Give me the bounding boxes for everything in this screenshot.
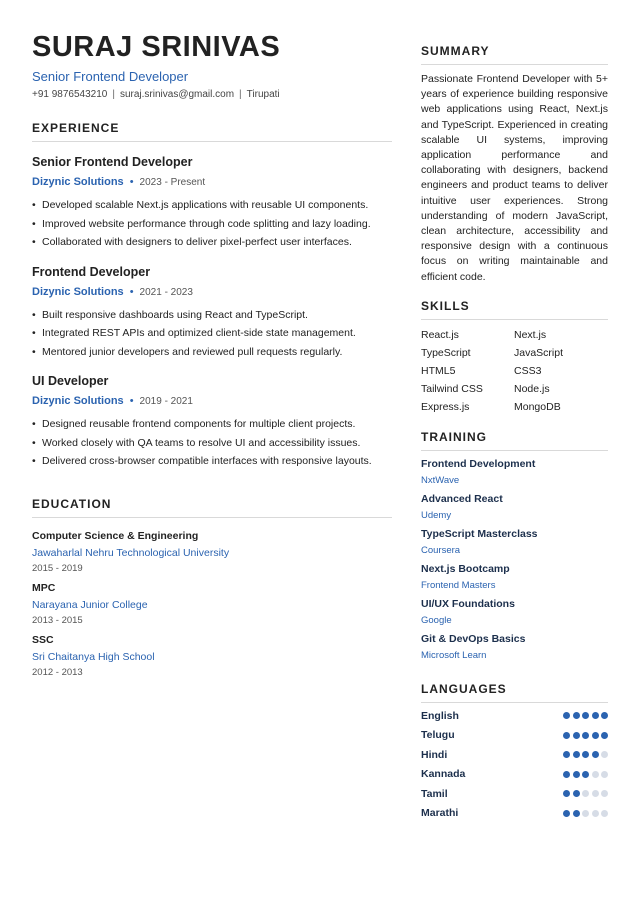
proficiency-dot-empty	[592, 771, 599, 778]
proficiency-dots	[561, 751, 609, 758]
left-column	[32, 30, 392, 679]
training-name: TypeScript Masterclass	[421, 527, 538, 540]
contact-line	[32, 89, 392, 101]
language-row	[421, 803, 608, 823]
proficiency-dot-filled	[563, 732, 570, 739]
job-meta	[32, 175, 392, 190]
proficiency-dot-filled	[592, 732, 599, 739]
right-column	[421, 30, 608, 823]
proficiency-dot-filled	[601, 712, 608, 719]
language-row	[421, 764, 608, 784]
education-heading: EDUCATION	[32, 497, 392, 518]
proficiency-dot-filled	[563, 810, 570, 817]
job-dates: 2019 - 2021	[139, 396, 193, 407]
proficiency-dot-filled	[592, 751, 599, 758]
skills-section	[421, 299, 608, 416]
bullet-item: • Improved website performance through code splitting and lazy loading.	[32, 215, 392, 234]
training-entry	[421, 597, 608, 627]
training-org: Microsoft Learn	[421, 649, 487, 661]
proficiency-dot-empty	[601, 790, 608, 797]
summary-section	[421, 44, 608, 285]
language-name: Kannada	[421, 768, 466, 781]
proficiency-dot-filled	[582, 712, 589, 719]
edu-school: Sri Chaitanya High School	[32, 650, 155, 663]
experience-section	[32, 121, 392, 471]
bullet-item: • Mentored junior developers and reviewed pull requests regularly.	[32, 343, 392, 362]
language-row	[421, 784, 608, 804]
bullet-item: • Developed scalable Next.js applications with reusable UI components.	[32, 196, 392, 215]
language-row	[421, 745, 608, 765]
proficiency-dot-filled	[582, 751, 589, 758]
training-entry	[421, 457, 608, 487]
summary-heading: SUMMARY	[421, 44, 608, 65]
proficiency-dot-filled	[563, 712, 570, 719]
training-name: Frontend Development	[421, 457, 536, 470]
education-entry	[32, 529, 392, 575]
skill-item: React.js	[421, 328, 459, 341]
training-heading: TRAINING	[421, 430, 608, 451]
job-entry	[32, 264, 392, 362]
skill-item: Express.js	[421, 400, 470, 413]
contact-separator: |	[112, 89, 115, 100]
job-company: Dizynic Solutions	[32, 395, 124, 407]
skills-grid	[421, 326, 608, 416]
proficiency-dot-filled	[563, 751, 570, 758]
job-entry	[32, 154, 392, 252]
proficiency-dot-filled	[573, 712, 580, 719]
training-name: Git & DevOps Basics	[421, 632, 526, 645]
job-title: Senior Frontend Developer	[32, 155, 193, 169]
meta-dot: •	[129, 285, 134, 298]
skill-item: TypeScript	[421, 346, 471, 359]
job-dates: 2021 - 2023	[139, 286, 193, 298]
proficiency-dots	[561, 810, 609, 817]
training-entry	[421, 492, 608, 522]
location: Tirupati	[246, 89, 280, 100]
experience-heading: EXPERIENCE	[32, 121, 392, 142]
training-name: UI/UX Foundations	[421, 597, 515, 610]
skill-item: HTML5	[421, 364, 456, 377]
proficiency-dot-filled	[592, 712, 599, 719]
training-entry	[421, 632, 608, 662]
job-dates: 2023 - Present	[139, 177, 206, 188]
training-org: Coursera	[421, 544, 461, 556]
language-name: Hindi	[421, 748, 448, 761]
proficiency-dot-filled	[563, 790, 570, 797]
proficiency-dot-empty	[601, 810, 608, 817]
language-name: Telugu	[421, 729, 455, 742]
skill-item: Tailwind CSS	[421, 382, 483, 395]
proficiency-dot-empty	[582, 810, 589, 817]
proficiency-dot-empty	[582, 790, 589, 797]
training-entry	[421, 562, 608, 592]
bullet-item: • Worked closely with QA teams to resolve UI and accessibility issues.	[32, 434, 392, 453]
edu-dates: 2012 - 2013	[32, 666, 83, 678]
training-entry	[421, 527, 608, 557]
languages-list	[421, 706, 608, 823]
skill-item: MongoDB	[514, 400, 561, 413]
proficiency-dot-filled	[573, 810, 580, 817]
language-name: English	[421, 709, 459, 722]
proficiency-dot-filled	[582, 771, 589, 778]
training-name: Advanced React	[421, 492, 503, 505]
edu-school: Jawaharlal Nehru Technological University	[32, 546, 230, 559]
meta-dot: •	[129, 176, 134, 188]
contact-separator: |	[239, 89, 242, 100]
skills-heading: SKILLS	[421, 299, 608, 320]
training-org: Udemy	[421, 509, 452, 521]
email: suraj.srinivas@gmail.com	[119, 89, 235, 100]
edu-school: Narayana Junior College	[32, 598, 148, 611]
bullet-item: • Collaborated with designers to deliver pixel-perfect user interfaces.	[32, 233, 392, 252]
training-org: NxtWave	[421, 474, 460, 486]
education-section	[32, 497, 392, 679]
edu-dates: 2013 - 2015	[32, 614, 83, 626]
language-name: Tamil	[421, 787, 448, 800]
skill-item: JavaScript	[514, 346, 564, 359]
education-entry	[32, 633, 392, 679]
job-entry	[32, 373, 392, 471]
job-company: Dizynic Solutions	[32, 285, 124, 298]
languages-heading: LANGUAGES	[421, 682, 608, 703]
candidate-name: SURAJ SRINIVAS	[32, 31, 281, 63]
education-entry	[32, 581, 392, 627]
proficiency-dots	[561, 712, 609, 719]
skill-item: CSS3	[514, 364, 542, 377]
proficiency-dot-filled	[573, 790, 580, 797]
training-section	[421, 430, 608, 662]
job-bullets	[32, 306, 392, 362]
job-title: Frontend Developer	[32, 264, 151, 279]
proficiency-dot-empty	[592, 810, 599, 817]
proficiency-dot-filled	[563, 771, 570, 778]
proficiency-dot-filled	[573, 751, 580, 758]
proficiency-dots	[561, 790, 609, 797]
training-org: Frontend Masters	[421, 579, 496, 591]
job-bullets	[32, 415, 392, 471]
language-row	[421, 706, 608, 726]
edu-dates: 2015 - 2019	[32, 562, 83, 574]
skill-item: Next.js	[514, 328, 547, 341]
job-meta	[32, 285, 392, 300]
proficiency-dot-filled	[601, 732, 608, 739]
proficiency-dots	[561, 771, 609, 778]
edu-degree: SSC	[32, 633, 54, 646]
job-meta	[32, 394, 392, 409]
training-org: Google	[421, 614, 452, 626]
proficiency-dot-filled	[573, 771, 580, 778]
edu-degree: Computer Science & Engineering	[32, 529, 199, 542]
job-bullets	[32, 196, 392, 252]
language-name: Marathi	[421, 807, 459, 820]
skill-item: Node.js	[514, 382, 550, 395]
proficiency-dots	[561, 732, 609, 739]
bullet-item: • Integrated REST APIs and optimized client-side state management.	[32, 324, 392, 343]
job-title: UI Developer	[32, 374, 109, 388]
bullet-item: • Designed reusable frontend components for multiple client projects.	[32, 415, 392, 434]
proficiency-dot-empty	[592, 790, 599, 797]
job-company: Dizynic Solutions	[32, 176, 124, 188]
proficiency-dot-filled	[582, 732, 589, 739]
proficiency-dot-filled	[573, 732, 580, 739]
languages-section	[421, 682, 608, 823]
edu-degree: MPC	[32, 581, 56, 594]
candidate-role: Senior Frontend Developer	[32, 69, 189, 84]
proficiency-dot-empty	[601, 771, 608, 778]
summary-text: Passionate Frontend Developer with 5+ years of experience building responsive web applications using React, Next.js and TypeScript. Experienced in creating scalable UI systems, improving application performance and collaborating with designers, backend engineers and product teams to deliver intuitive user experiences. Strong understanding of modern JavaScript, clean architecture, accessibility and responsive design with a continuous focus on writing maintainable and efficient code.	[421, 73, 608, 283]
language-row	[421, 725, 608, 745]
bullet-item: • Delivered cross-browser compatible interfaces with responsive layouts.	[32, 452, 392, 471]
training-name: Next.js Bootcamp	[421, 562, 510, 575]
phone: +91 9876543210	[32, 89, 108, 100]
proficiency-dot-empty	[601, 751, 608, 758]
meta-dot: •	[129, 395, 134, 407]
bullet-item: • Built responsive dashboards using React and TypeScript.	[32, 306, 392, 325]
